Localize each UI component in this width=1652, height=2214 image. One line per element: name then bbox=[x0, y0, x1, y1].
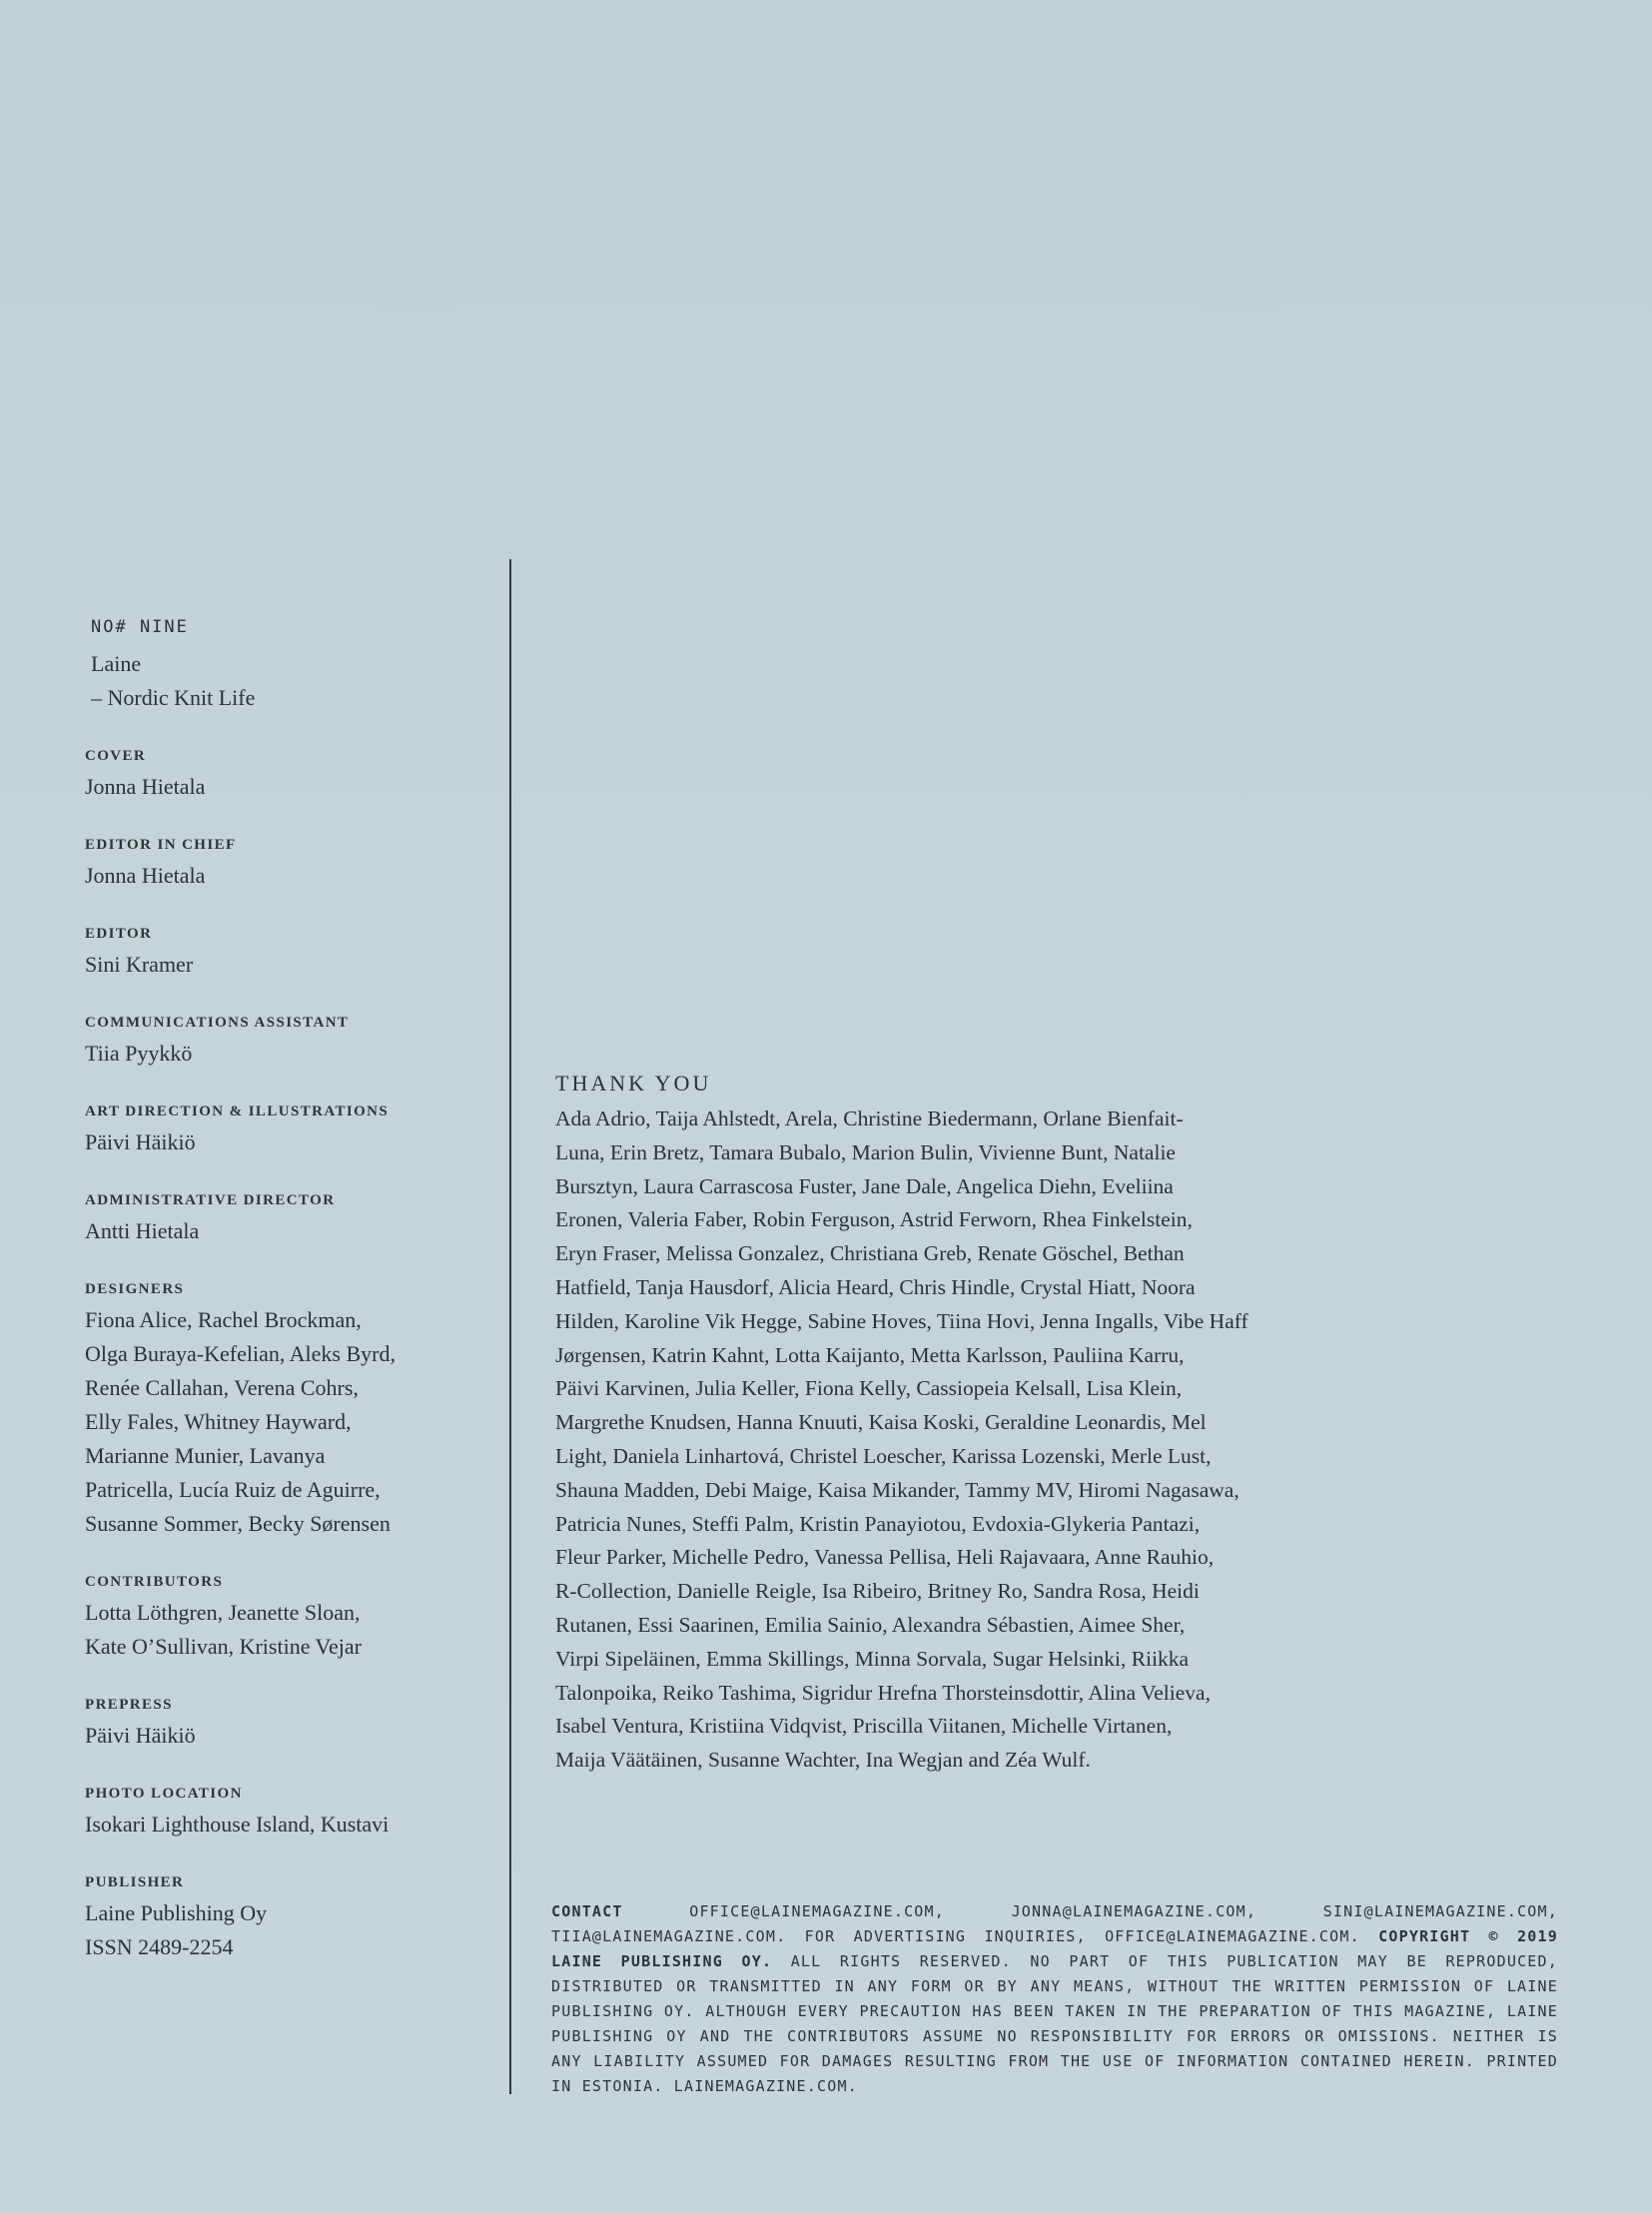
credit-line: Patricella, Lucía Ruiz de Aguirre, bbox=[85, 1477, 381, 1502]
credit-value bbox=[85, 1808, 484, 1842]
credit-label: ART DIRECTION & ILLUSTRATIONS bbox=[85, 1104, 390, 1119]
credit-value bbox=[85, 1596, 484, 1664]
thank-you-line: Margrethe Knudsen, Hanna Knuuti, Kaisa Koski, Geraldine Leonardis, Mel bbox=[555, 1410, 1207, 1435]
credits-column bbox=[85, 617, 484, 1964]
credit-label: COMMUNICATIONS ASSISTANT bbox=[85, 1015, 350, 1031]
thank-you-line: Bursztyn, Laura Carrascosa Fuster, Jane Dale, Angelica Diehn, Eveliina bbox=[555, 1173, 1174, 1198]
magazine-title bbox=[91, 647, 484, 715]
credit-line: Olga Buraya-Kefelian, Aleks Byrd, bbox=[85, 1341, 396, 1366]
credit-line: Päivi Häikiö bbox=[85, 1723, 196, 1748]
column-divider bbox=[509, 559, 511, 2094]
thank-you-line: Light, Daniela Linhartová, Christel Loescher, Karissa Lozenski, Merle Lust, bbox=[555, 1443, 1212, 1468]
credit-line: ISSN 2489-2254 bbox=[85, 1934, 234, 1959]
credit-line: Jonna Hietala bbox=[85, 863, 206, 888]
credit-value bbox=[85, 859, 484, 893]
thank-you-line: R-Collection, Danielle Reigle, Isa Ribeiro, Britney Ro, Sandra Rosa, Heidi bbox=[555, 1579, 1200, 1604]
thank-you-line: Hilden, Karoline Vik Hegge, Sabine Hoves, Tiina Hovi, Jenna Ingalls, Vibe Haff bbox=[555, 1308, 1248, 1333]
thank-you-line: Virpi Sipeläinen, Emma Skillings, Minna Sorvala, Sugar Helsinki, Riikka bbox=[555, 1646, 1190, 1671]
credit-line: Kate O’Sullivan, Kristine Vejar bbox=[85, 1634, 362, 1659]
thank-you-line: Fleur Parker, Michelle Pedro, Vanessa Pellisa, Heli Rajavaara, Anne Rauhio, bbox=[555, 1545, 1215, 1570]
credit-value bbox=[85, 770, 484, 804]
legal-notice bbox=[551, 1899, 1558, 2099]
credit-section bbox=[85, 926, 484, 982]
credit-line: Päivi Häikiö bbox=[85, 1129, 196, 1154]
thank-you-line: Eryn Fraser, Melissa Gonzalez, Christiana Greb, Renate Göschel, Bethan bbox=[555, 1241, 1185, 1266]
magazine-subtitle-line: – Nordic Knit Life bbox=[91, 685, 256, 710]
thank-you-line: Isabel Ventura, Kristiina Vidqvist, Priscilla Viitanen, Michelle Virtanen, bbox=[555, 1714, 1173, 1739]
credit-label: PHOTO LOCATION bbox=[85, 1786, 243, 1802]
credit-label: PUBLISHER bbox=[85, 1874, 185, 1890]
credit-line: Jonna Hietala bbox=[85, 774, 206, 799]
thank-you-line: Talonpoika, Reiko Tashima, Sigridur Hrefna Thorsteinsdottir, Alina Velieva, bbox=[555, 1680, 1211, 1705]
thank-you-heading: THANK YOU bbox=[555, 1071, 712, 1096]
thank-you-section bbox=[555, 1071, 1354, 1778]
credits-list bbox=[85, 748, 484, 1964]
thank-you-line: Shauna Madden, Debi Maige, Kaisa Mikander, Tammy MV, Hiromi Nagasawa, bbox=[555, 1477, 1239, 1502]
credit-section bbox=[85, 1697, 484, 1753]
credit-label: COVER bbox=[85, 748, 147, 764]
credit-section bbox=[85, 748, 484, 804]
credit-section bbox=[85, 1281, 484, 1541]
credit-value bbox=[85, 948, 484, 982]
magazine-title-line: Laine bbox=[91, 651, 142, 676]
credit-value bbox=[85, 1896, 484, 1964]
thank-you-line: Hatfield, Tanja Hausdorf, Alicia Heard, Chris Hindle, Crystal Hiatt, Noora bbox=[555, 1274, 1196, 1299]
credit-line: Fiona Alice, Rachel Brockman, bbox=[85, 1307, 362, 1332]
thank-you-line: Maija Väätäinen, Susanne Wachter, Ina Wegjan and Zéa Wulf. bbox=[555, 1748, 1091, 1773]
credit-line: Renée Callahan, Verena Cohrs, bbox=[85, 1375, 359, 1400]
credit-label: PREPRESS bbox=[85, 1697, 173, 1713]
credit-line: Lotta Löthgren, Jeanette Sloan, bbox=[85, 1600, 361, 1625]
thank-you-line: Päivi Karvinen, Julia Keller, Fiona Kelly, Cassiopeia Kelsall, Lisa Klein, bbox=[555, 1376, 1183, 1401]
thank-you-line: Rutanen, Essi Saarinen, Emilia Sainio, Alexandra Sébastien, Aimee Sher, bbox=[555, 1612, 1186, 1637]
credit-line: Isokari Lighthouse Island, Kustavi bbox=[85, 1812, 390, 1837]
copyright-label: COPYRIGHT © 2019 LAINE PUBLISHING OY. bbox=[551, 1927, 1558, 1970]
thank-you-line: Jørgensen, Katrin Kahnt, Lotta Kaijanto, Metta Karlsson, Pauliina Karru, bbox=[555, 1342, 1185, 1367]
credit-section bbox=[85, 1574, 484, 1664]
credit-label: EDITOR bbox=[85, 926, 153, 942]
credit-value bbox=[85, 1125, 484, 1159]
credit-line: Antti Hietala bbox=[85, 1218, 200, 1243]
rights-text: ALL RIGHTS RESERVED. NO PART OF THIS PUBLICATION MAY BE REPRODUCED, DISTRIBUTED OR TRANSMITTED IN ANY FORM OR BY ANY MEANS, WITHOUT THE WRITTEN PERMISSION OF LAINE PUBLISHING OY. ALTHOUGH EVERY PRECAUTION HAS BEEN TAKEN IN THE PREPARATION OF THIS MAGAZINE, LAINE PUBLISHING OY AND THE CONTRIBUTORS ASSUME NO RESPONSIBILITY FOR ERRORS OR OMISSIONS. NEITHER IS ANY LIABILITY ASSUMED FOR DAMAGES RESULTING FROM THE USE OF INFORMATION CONTAINED HEREIN. PRINTED IN ESTONIA. LAINEMAGAZINE.COM. bbox=[551, 1952, 1558, 2095]
thank-you-names bbox=[555, 1103, 1354, 1778]
credit-section bbox=[85, 1104, 484, 1159]
thank-you-line: Luna, Erin Bretz, Tamara Bubalo, Marion Bulin, Vivienne Bunt, Natalie bbox=[555, 1139, 1176, 1164]
credit-section bbox=[85, 1874, 484, 1964]
credit-line: Susanne Sommer, Becky Sørensen bbox=[85, 1511, 391, 1536]
credit-line: Tiia Pyykkö bbox=[85, 1041, 193, 1066]
credit-value bbox=[85, 1214, 484, 1248]
credit-line: Marianne Munier, Lavanya bbox=[85, 1443, 326, 1468]
thank-you-line: Eronen, Valeria Faber, Robin Ferguson, Astrid Ferworn, Rhea Finkelstein, bbox=[555, 1207, 1193, 1232]
thank-you-line: Ada Adrio, Taija Ahlstedt, Arela, Christine Biedermann, Orlane Bienfait- bbox=[555, 1107, 1184, 1130]
credit-label: ADMINISTRATIVE DIRECTOR bbox=[85, 1192, 336, 1208]
thank-you-line: Patricia Nunes, Steffi Palm, Kristin Panayiotou, Evdoxia-Glykeria Pantazi, bbox=[555, 1511, 1201, 1536]
credit-label: DESIGNERS bbox=[85, 1281, 185, 1297]
credit-value bbox=[85, 1719, 484, 1753]
credit-section bbox=[85, 1786, 484, 1842]
issue-number: NO# NINE bbox=[91, 617, 189, 637]
contact-label: CONTACT bbox=[551, 1902, 623, 1920]
credit-section bbox=[85, 1015, 484, 1071]
credit-line: Laine Publishing Oy bbox=[85, 1900, 268, 1925]
credit-value bbox=[85, 1037, 484, 1071]
credit-section bbox=[85, 837, 484, 893]
credit-line: Sini Kramer bbox=[85, 952, 194, 977]
credit-label: CONTRIBUTORS bbox=[85, 1574, 224, 1590]
credit-label: EDITOR IN CHIEF bbox=[85, 837, 237, 853]
credit-section bbox=[85, 1192, 484, 1248]
credit-value bbox=[85, 1303, 484, 1541]
credit-line: Elly Fales, Whitney Hayward, bbox=[85, 1409, 352, 1434]
contact-text: OFFICE@LAINEMAGAZINE.COM, JONNA@LAINEMAGAZINE.COM, SINI@LAINEMAGAZINE.COM, TIIA@LAINEMAGAZINE.COM. FOR ADVERTISING INQUIRIES, OFFICE@LAINEMAGAZINE.COM. bbox=[551, 1902, 1559, 1945]
